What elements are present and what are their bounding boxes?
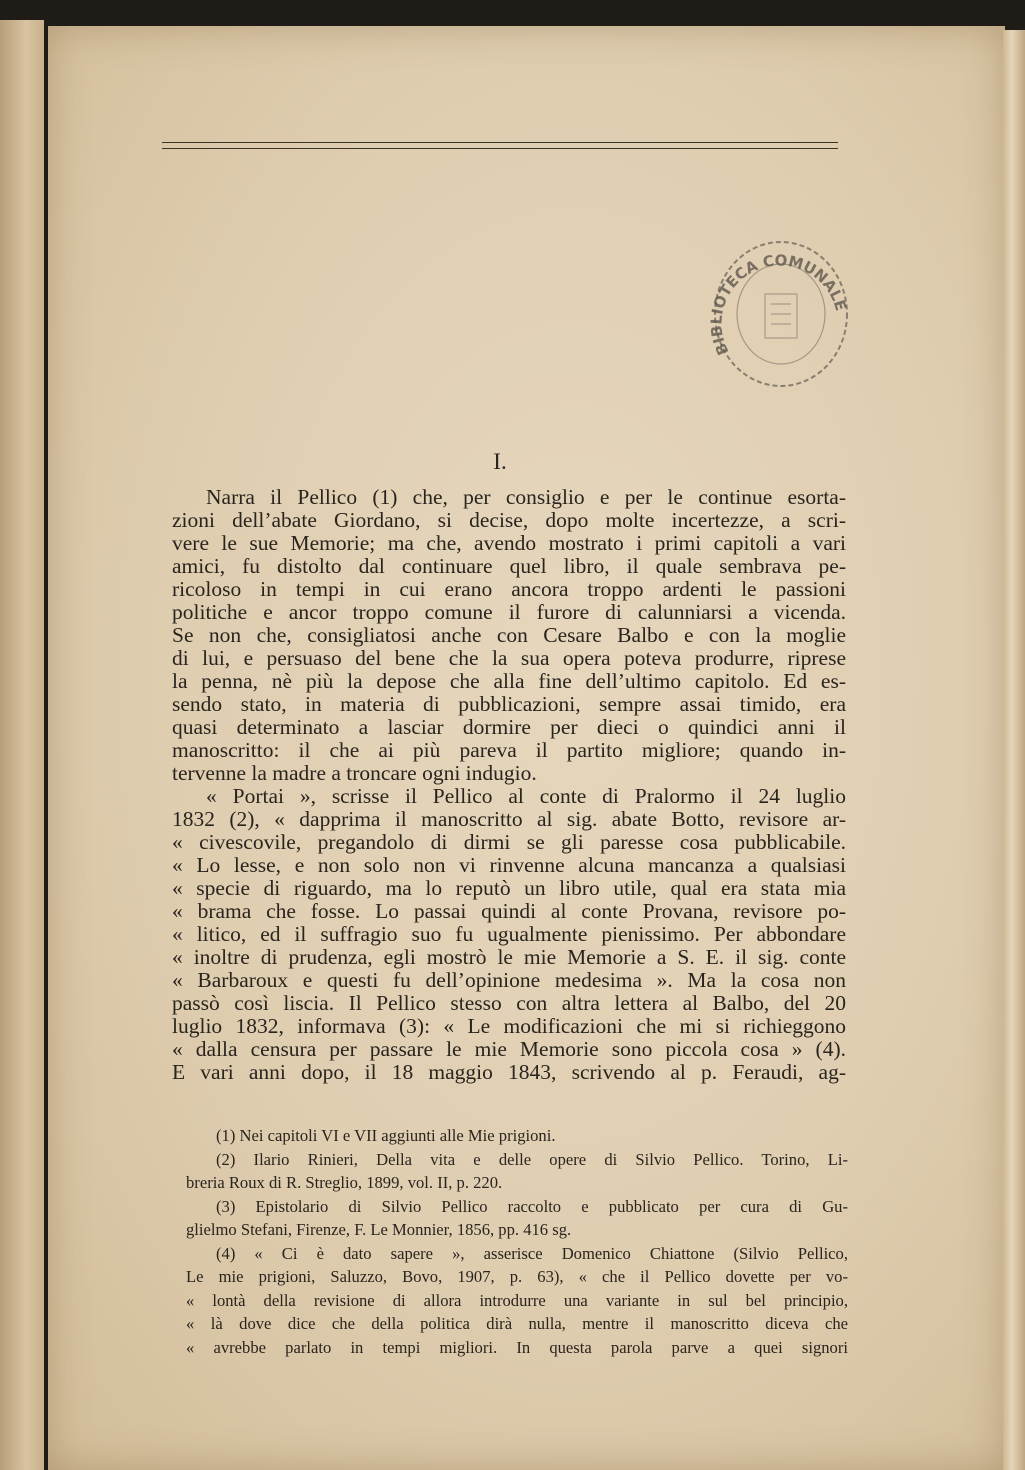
header-double-rule xyxy=(162,142,838,149)
footnote-line: (3) Epistolario di Silvio Pellico raccolto e pubblicato per cura di Gu- xyxy=(216,1196,848,1216)
footnote-line: Le mie prigioni, Saluzzo, Bovo, 1907, p. 63), « che il Pellico dovette per vo- xyxy=(186,1267,848,1286)
footnote-line: breria Roux di R. Streglio, 1899, vol. II, p. 220. xyxy=(186,1173,503,1192)
footnote-line: (1) Nei capitoli VI e VII aggiunti alle Mie prigioni. xyxy=(216,1126,556,1145)
body-line: passò così liscia. Il Pellico stesso con altra lettera al Balbo, del 20 xyxy=(172,991,846,1015)
body-line: Narra il Pellico (1) che, per consiglio e per le continue esorta- xyxy=(206,485,846,509)
body-text xyxy=(172,486,846,1084)
body-line: amici, fu distolto dal continuare quel libro, il quale sembrava pe- xyxy=(172,554,846,578)
library-stamp xyxy=(705,234,855,390)
body-line: la penna, nè più la depose che alla fine dell’ultimo capitolo. Ed es- xyxy=(172,669,846,693)
body-line: 1832 (2), « dapprima il manoscritto al sig. abate Botto, revisore ar- xyxy=(172,807,846,831)
body-line: « dalla censura per passare le mie Memorie sono piccola cosa » (4). xyxy=(172,1037,846,1061)
body-line: di lui, e persuaso del bene che la sua opera poteva produrre, riprese xyxy=(172,646,846,670)
body-line: politiche e ancor troppo comune il furore di calunniarsi a vicenda. xyxy=(172,600,846,624)
body-line: « inoltre di prudenza, egli mostrò le mie Memorie a S. E. il sig. conte xyxy=(172,945,846,969)
body-line: « civescovile, pregandolo di dirmi se gli paresse cosa pubblicabile. xyxy=(172,830,846,854)
body-line: tervenne la madre a troncare ogni indugio. xyxy=(172,761,537,785)
footnote-line: « là dove dice che della politica dirà nulla, mentre il manoscritto diceva che xyxy=(186,1314,848,1333)
body-line: quasi determinato a lasciar dormire per dieci o quindici anni il xyxy=(172,715,846,739)
body-line: sendo stato, in materia di pubblicazioni, sempre assai timido, era xyxy=(172,692,846,716)
svg-text:BIBLIOTECA COMUNALE xyxy=(707,251,850,358)
body-line: « brama che fosse. Lo passai quindi al conte Provana, revisore po- xyxy=(172,899,846,923)
chapter-number: I. xyxy=(493,449,507,474)
body-line: « Lo lesse, e non solo non vi rinvenne alcuna mancanza a qualsiasi xyxy=(172,853,846,877)
footnote-line: « lontà della revisione di allora introdurre una variante in sul bel principio, xyxy=(186,1290,848,1310)
right-page-edge xyxy=(1003,30,1025,1470)
body-line: « Barbaroux e questi fu dell’opinione medesima ». Ma la cosa non xyxy=(172,968,846,992)
body-line: « specie di riguardo, ma lo reputò un libro utile, qual era stata mia xyxy=(172,876,846,900)
footnotes xyxy=(186,1124,848,1359)
stamp-lettering: BIBLIOTECA COMUNALE xyxy=(707,251,850,358)
body-line: « Portai », scrisse il Pellico al conte di Pralormo il 24 luglio xyxy=(206,784,846,808)
body-line: manoscritto: il che ai più pareva il partito migliore; quando in- xyxy=(172,738,846,762)
footnote-line: « avrebbe parlato in tempi migliori. In questa parola parve a quei signori xyxy=(186,1337,848,1357)
body-line: ricoloso in tempi in cui erano ancora troppo ardenti le passioni xyxy=(172,577,846,601)
body-line: luglio 1832, informava (3): « Le modificazioni che mi si richieggono xyxy=(172,1014,846,1038)
body-line: E vari anni dopo, il 18 maggio 1843, scrivendo al p. Feraudi, ag- xyxy=(172,1060,846,1084)
body-line: zioni dell’abate Giordano, si decise, dopo molte incertezze, a scri- xyxy=(172,508,846,532)
body-line: « litico, ed il suffragio suo fu ugualmente pienissimo. Per abbondare xyxy=(172,922,846,946)
body-line: Se non che, consigliatosi anche con Cesare Balbo e con la moglie xyxy=(172,623,846,647)
left-page-edge xyxy=(0,20,44,1470)
footnote-line: (2) Ilario Rinieri, Della vita e delle opere di Silvio Pellico. Torino, Li- xyxy=(216,1149,848,1169)
footnote-line: glielmo Stefani, Firenze, F. Le Monnier, 1856, pp. 416 sg. xyxy=(186,1220,572,1239)
footnote-line: (4) « Ci è dato sapere », asserisce Domenico Chiattone (Silvio Pellico, xyxy=(216,1243,848,1263)
body-line: vere le sue Memorie; ma che, avendo mostrato i primi capitoli a vari xyxy=(172,531,846,555)
